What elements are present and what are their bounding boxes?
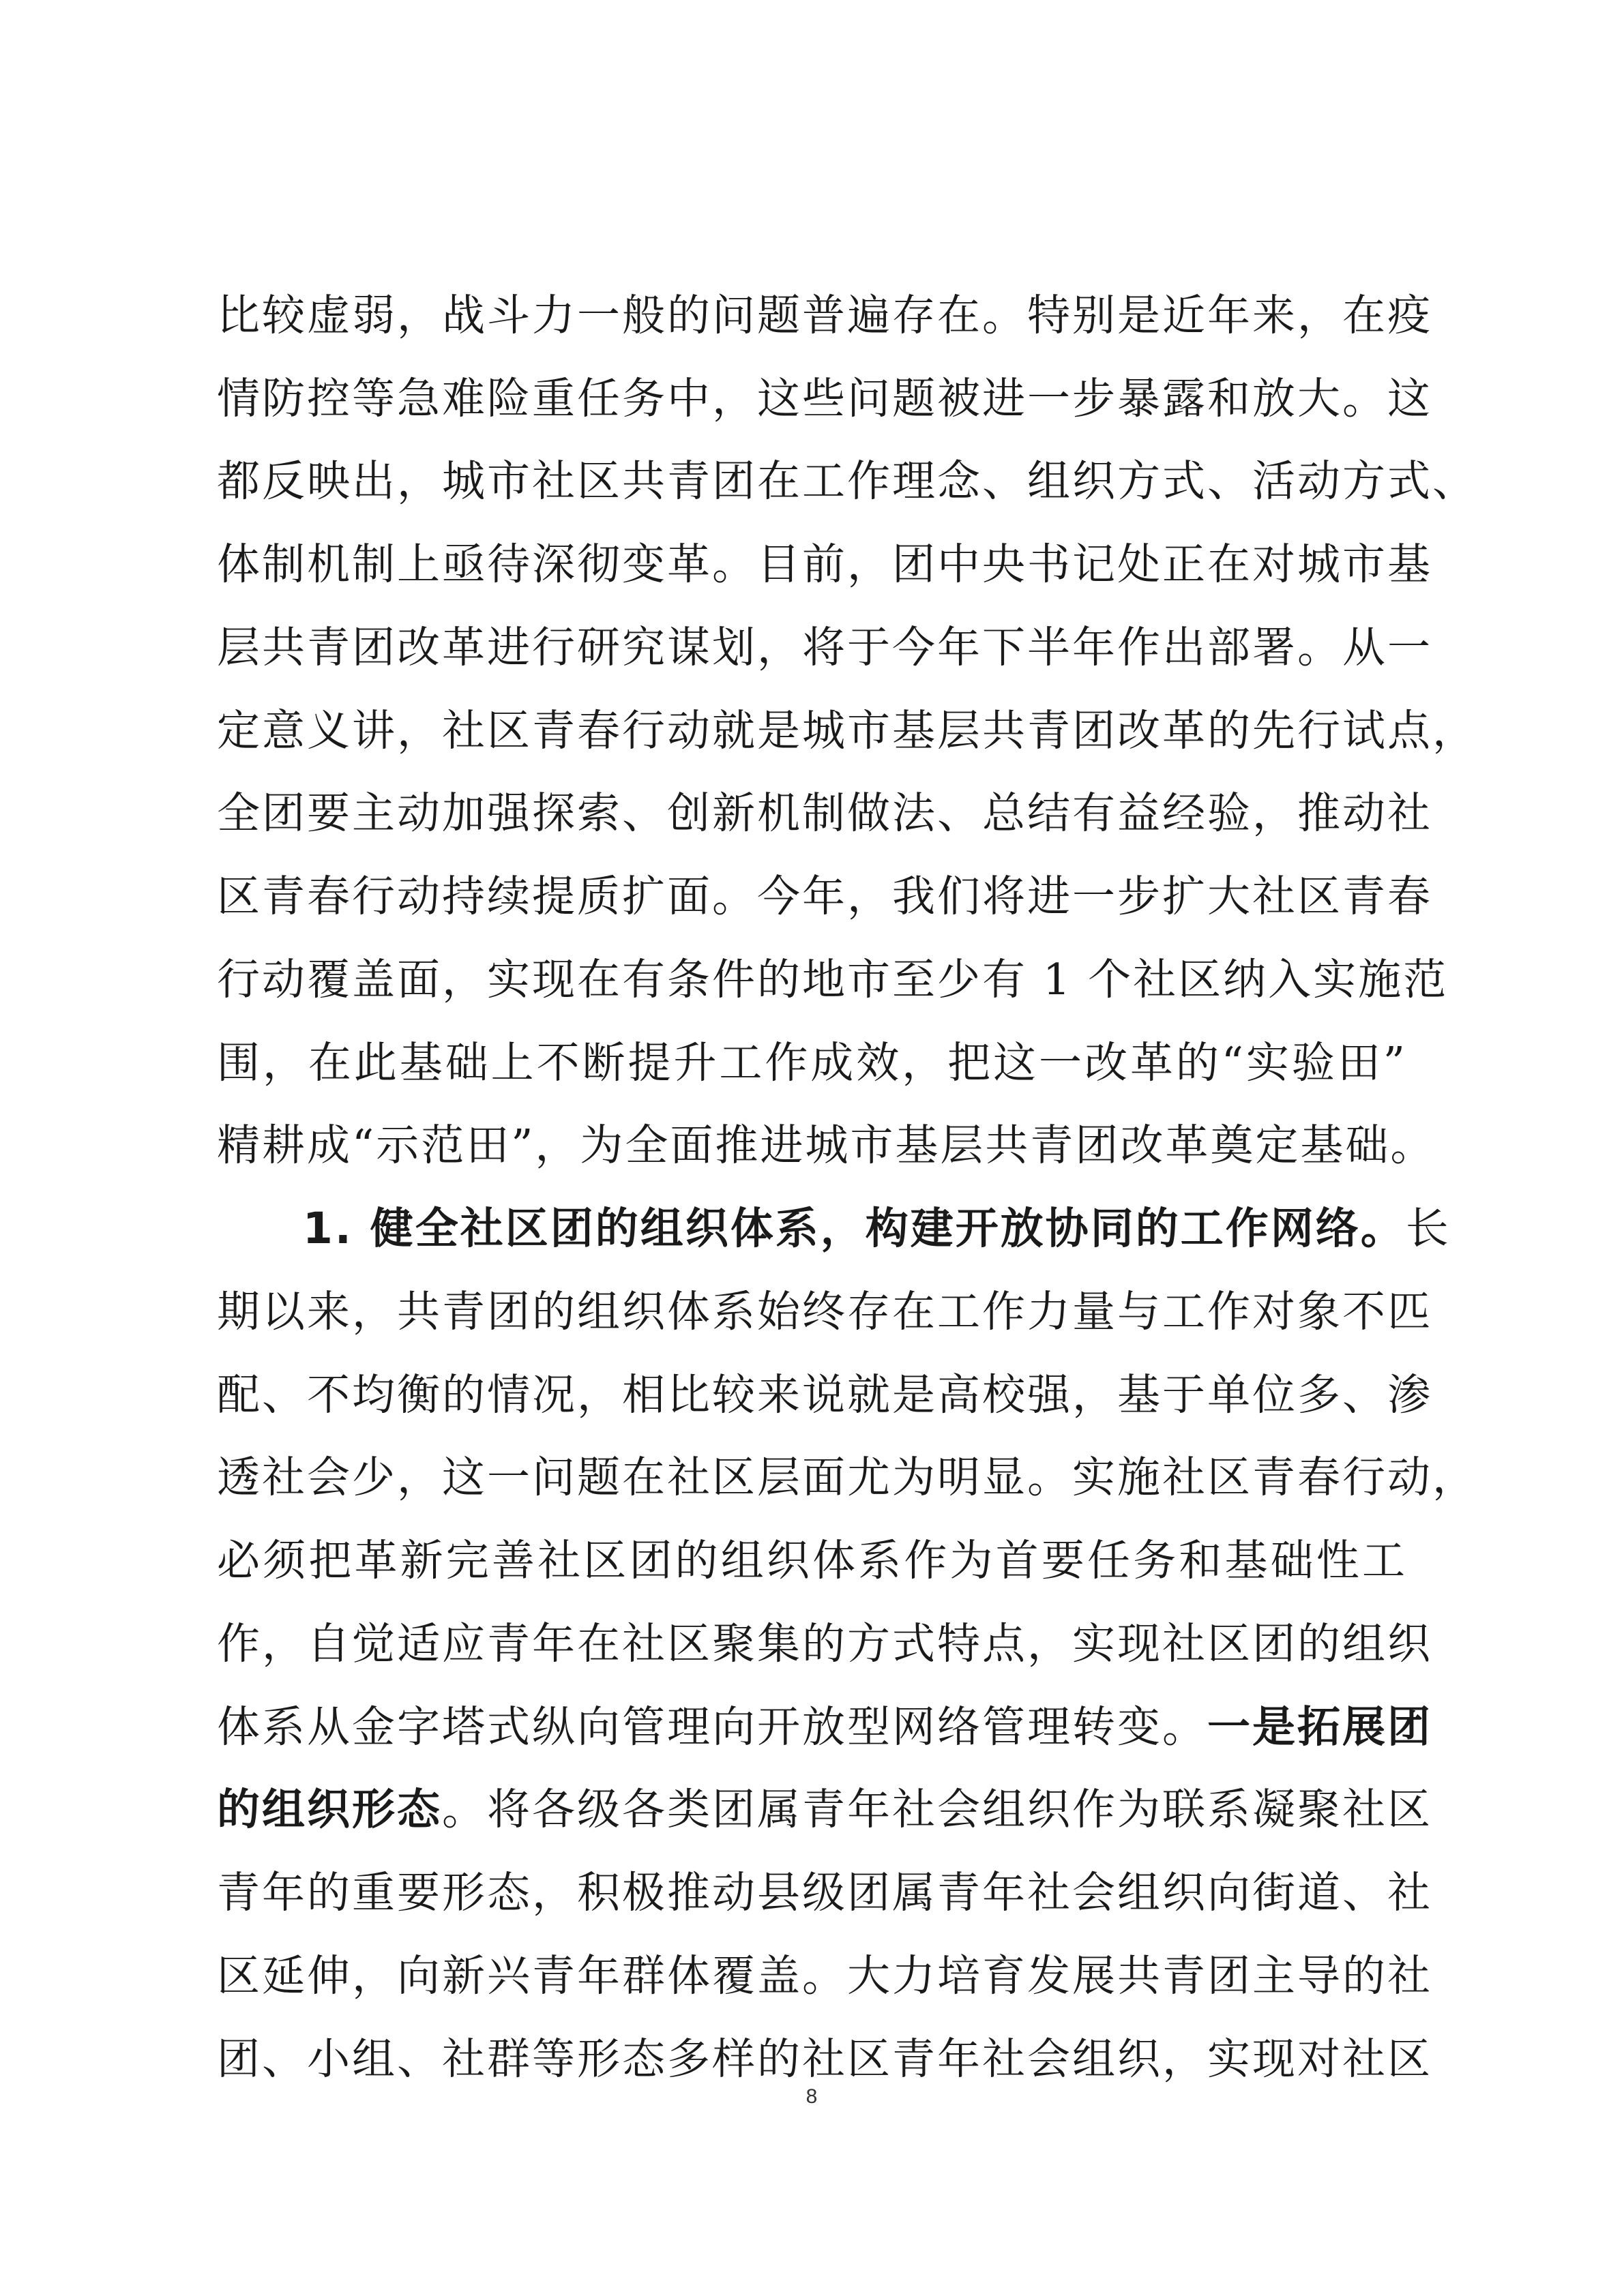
body-line-with-bold: [217, 1693, 1432, 1761]
section-1-heading: 1. 健全社区团的组织体系，构建开放协同的工作网络。: [303, 1204, 1406, 1253]
body-line: 配、不均衡的情况，相比较来说就是高校强，基于单位多、渗: [217, 1370, 1432, 1420]
body-line: 定意义讲，社区青春行动就是城市基层共青团改革的先行试点，: [217, 706, 1477, 756]
body-line: 体制机制上亟待深彻变革。目前，团中央书记处正在对城市基: [217, 539, 1432, 589]
body-line: 透社会少，这一问题在社区层面尤为明显。实施社区青春行动，: [217, 1452, 1477, 1502]
body-line: 必须把革新完善社区团的组织体系作为首要任务和基础性工: [217, 1536, 1407, 1585]
section-heading-line: [303, 1195, 1451, 1263]
body-line: 期以来，共青团的组织体系始终存在工作力量与工作对象不匹: [217, 1287, 1432, 1337]
body-line: 青年的重要形态，积极推动县级团属青年社会组织向街道、社: [217, 1868, 1432, 1918]
body-line: 作，自觉适应青年在社区聚集的方式特点，实现社区团的组织: [217, 1619, 1432, 1669]
body-line: 都反映出，城市社区共青团在工作理念、组织方式、活动方式、: [217, 456, 1477, 506]
body-line: 情防控等急难险重任务中，这些问题被进一步暴露和放大。这: [217, 374, 1432, 423]
body-line: 行动覆盖面，实现在有条件的地市至少有 1 个社区纳入实施范: [217, 955, 1449, 1004]
line-text: 。将各级各类团属青年社会组织作为联系凝聚社区: [442, 1785, 1432, 1834]
section-1-heading-tail: 长: [1405, 1204, 1451, 1253]
body-line: 比较虚弱，战斗力一般的问题普遍存在。特别是近年来，在疫: [217, 290, 1432, 340]
bold-phrase-start: 一是拓展团: [1207, 1702, 1432, 1752]
body-line: 围，在此基础上不断提升工作成效，把这一改革的“实验田”: [217, 1038, 1407, 1088]
body-line: 全团要主动加强探索、创新机制做法、总结有益经验，推动社: [217, 788, 1432, 838]
body-line: 区青春行动持续提质扩面。今年，我们将进一步扩大社区青春: [217, 871, 1432, 921]
body-line: 层共青团改革进行研究谋划，将于今年下半年作出部署。从一: [217, 623, 1432, 672]
body-line-with-bold: [217, 1776, 1432, 1844]
page-number: 8: [806, 2085, 818, 2108]
line-text: 体系从金字塔式纵向管理向开放型网络管理转变。: [217, 1702, 1207, 1752]
bold-phrase-end: 的组织形态: [217, 1785, 442, 1834]
body-line: 区延伸，向新兴青年群体覆盖。大力培育发展共青团主导的社: [217, 1951, 1432, 2001]
body-line: 精耕成“示范田”，为全面推进城市基层共青团改革奠定基础。: [217, 1120, 1436, 1170]
body-line: 团、小组、社群等形态多样的社区青年社会组织，实现对社区: [217, 2034, 1432, 2084]
